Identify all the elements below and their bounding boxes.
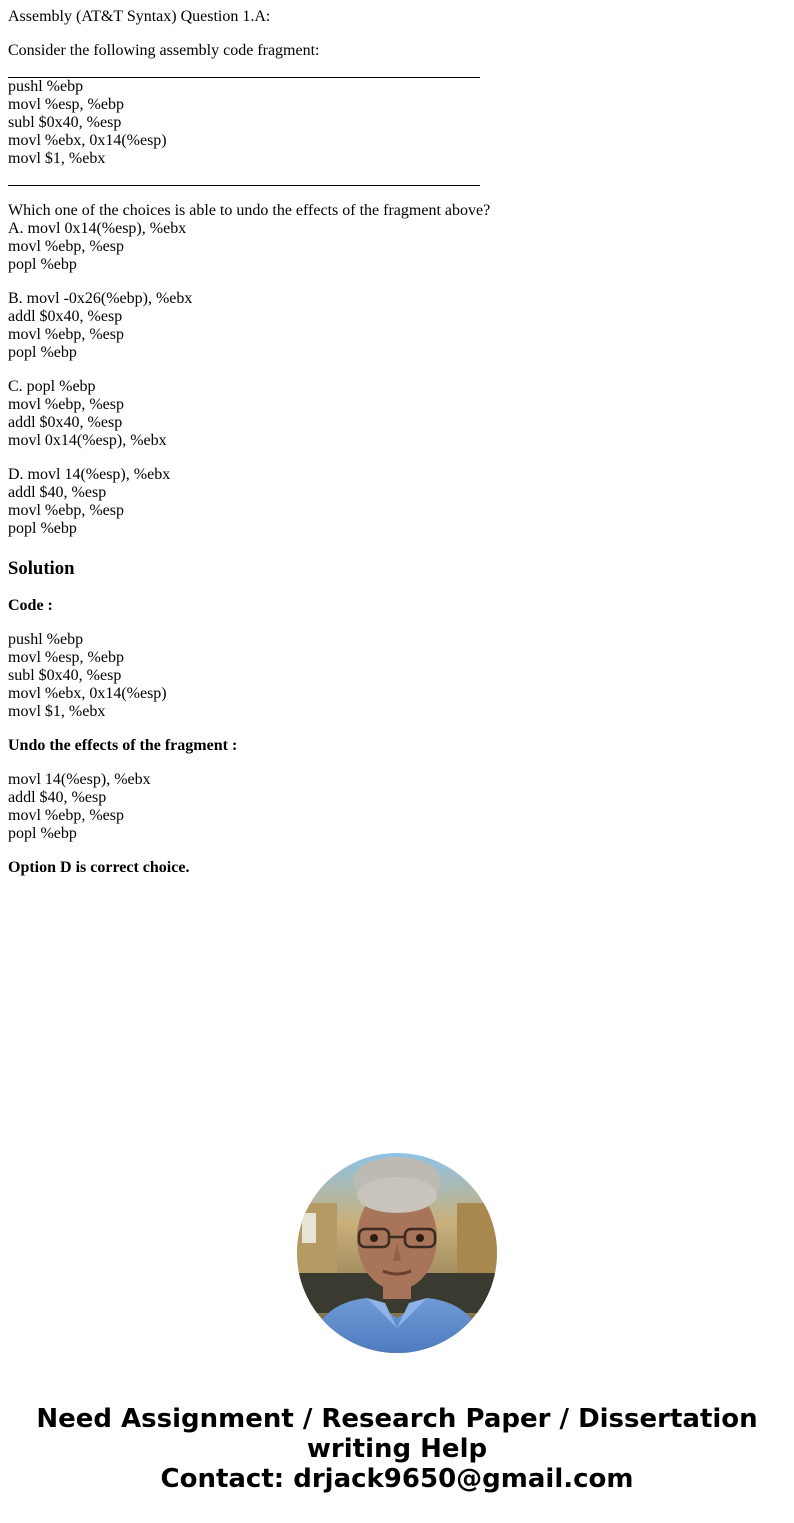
code-label: Code : — [8, 597, 53, 614]
undo-code-line: popl %ebp — [8, 825, 77, 842]
author-avatar — [297, 1153, 497, 1353]
answer-text: Option D is correct choice. — [8, 859, 190, 876]
fragment-line: movl %ebx, 0x14(%esp) — [8, 132, 167, 149]
option-line: A. movl 0x14(%esp), %ebx — [8, 220, 187, 237]
question-prompt: Which one of the choices is able to undo the effects of the fragment above? — [8, 202, 491, 219]
option-line: movl %ebp, %esp — [8, 238, 124, 255]
option-b — [8, 290, 786, 362]
option-line: popl %ebp — [8, 256, 77, 273]
option-line: addl $40, %esp — [8, 484, 107, 501]
undo-label: Undo the effects of the fragment : — [8, 737, 238, 754]
undo-code-line: movl %ebp, %esp — [8, 807, 124, 824]
solution-code-line: pushl %ebp — [8, 631, 84, 648]
undo-code-line: addl $40, %esp — [8, 789, 107, 806]
solution-heading: Solution — [8, 558, 75, 579]
option-line: C. popl %ebp — [8, 378, 96, 395]
divider-bottom — [8, 168, 480, 186]
question-intro: Consider the following assembly code fragment: — [8, 42, 320, 59]
solution-code-line: subl $0x40, %esp — [8, 667, 122, 684]
fragment-line: pushl %ebp — [8, 78, 84, 95]
option-line: B. movl -0x26(%ebp), %ebx — [8, 290, 193, 307]
document-body — [8, 8, 786, 877]
solution-code-line: movl %ebx, 0x14(%esp) — [8, 685, 167, 702]
solution-code-line: movl $1, %ebx — [8, 703, 106, 720]
option-line: movl %ebp, %esp — [8, 502, 124, 519]
promo-line: writing Help — [306, 1434, 488, 1464]
option-line: movl 0x14(%esp), %ebx — [8, 432, 167, 449]
option-line: movl %ebp, %esp — [8, 326, 124, 343]
option-line: movl %ebp, %esp — [8, 396, 124, 413]
promo-line: Need Assignment / Research Paper / Dissertation — [36, 1404, 758, 1434]
fragment-line: movl %esp, %ebp — [8, 96, 124, 113]
fragment-line: subl $0x40, %esp — [8, 114, 122, 131]
code-fragment — [8, 78, 786, 168]
option-a — [8, 220, 786, 274]
option-line: popl %ebp — [8, 520, 77, 537]
option-d — [8, 466, 786, 538]
author-portrait-image — [297, 1153, 497, 1353]
solution-code-line: movl %esp, %ebp — [8, 649, 124, 666]
divider-top — [8, 60, 480, 78]
promo-footer — [0, 1404, 794, 1494]
option-line: addl $0x40, %esp — [8, 414, 123, 431]
solution-code — [8, 631, 786, 721]
undo-code-line: movl 14(%esp), %ebx — [8, 771, 151, 788]
promo-contact: Contact: drjack9650@gmail.com — [160, 1464, 634, 1494]
option-line: D. movl 14(%esp), %ebx — [8, 466, 171, 483]
fragment-line: movl $1, %ebx — [8, 150, 106, 167]
option-c — [8, 378, 786, 450]
option-line: popl %ebp — [8, 344, 77, 361]
question-title: Assembly (AT&T Syntax) Question 1.A: — [8, 8, 271, 25]
option-line: addl $0x40, %esp — [8, 308, 123, 325]
undo-code — [8, 771, 786, 843]
